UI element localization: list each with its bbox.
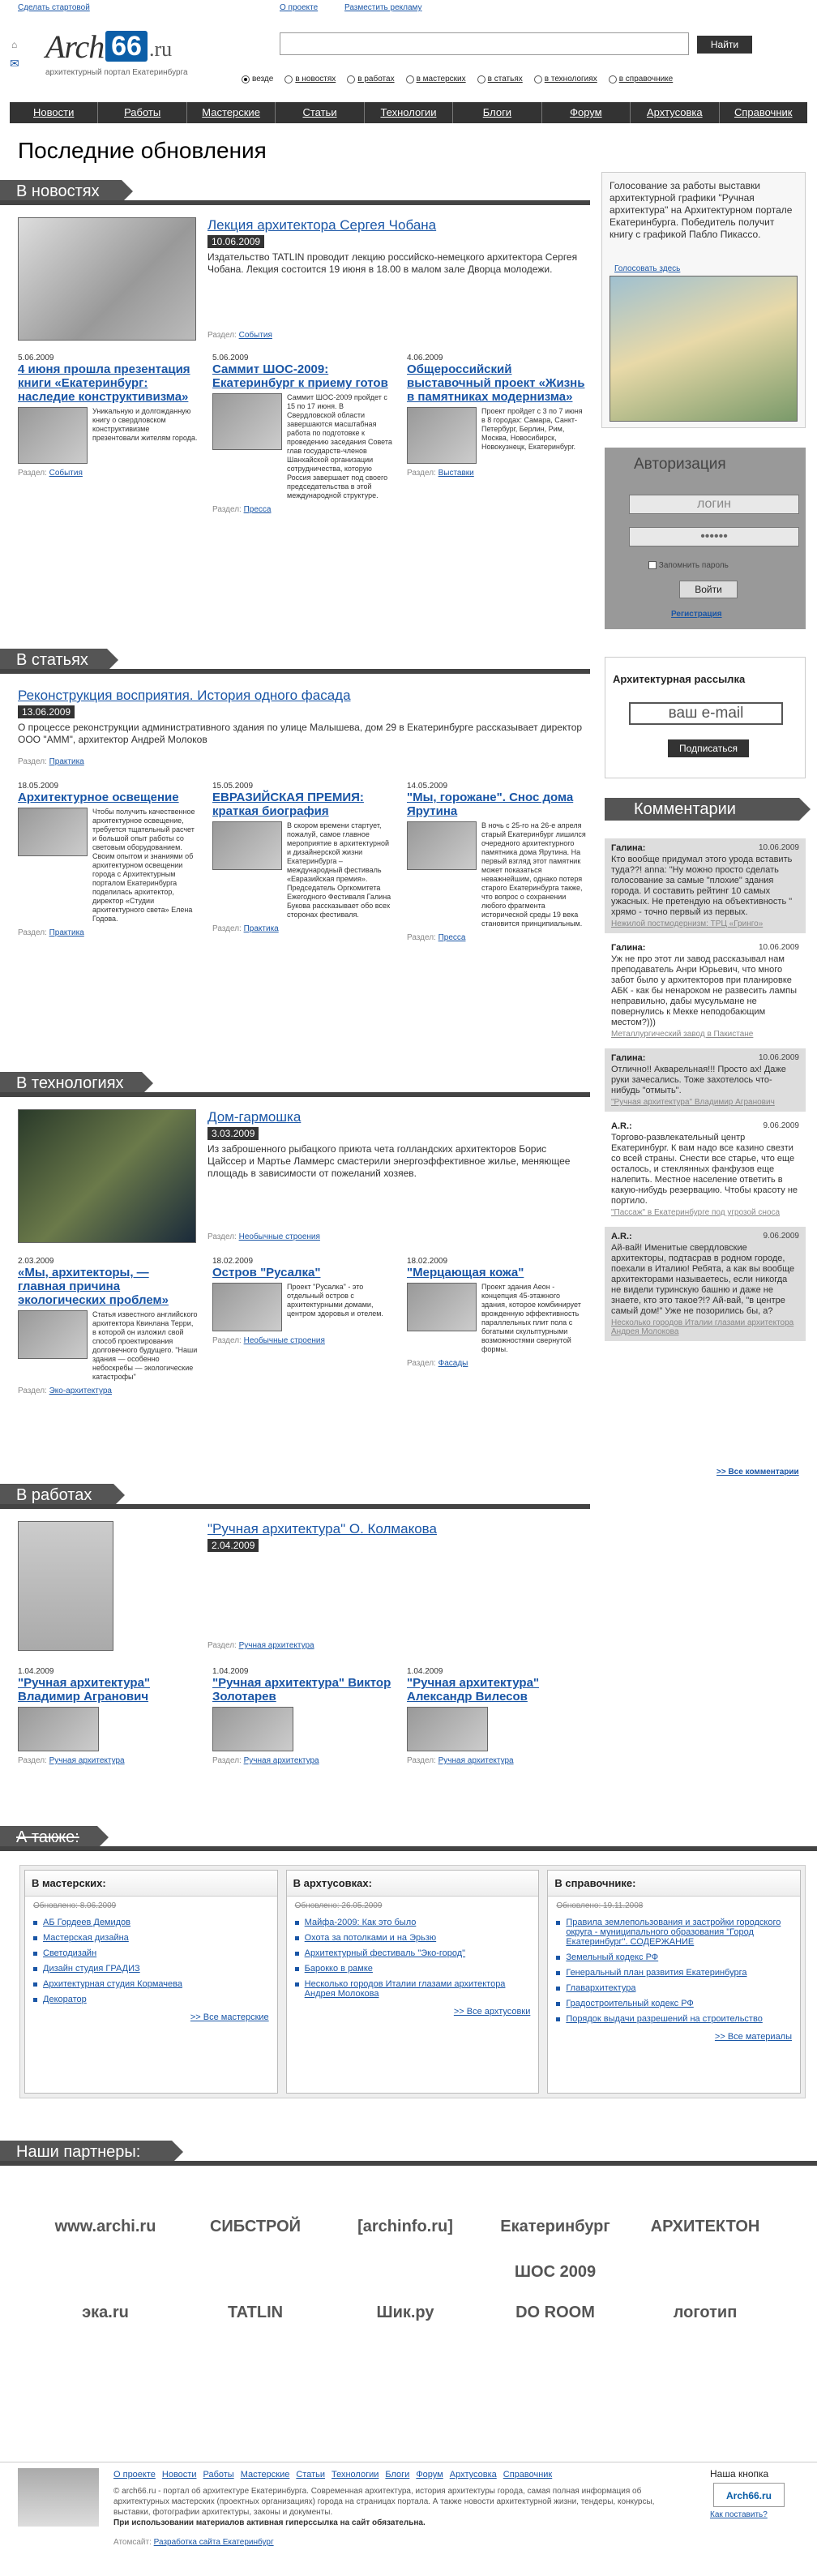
also-box-item[interactable]: Майфа-2009: Как это было <box>287 1915 539 1931</box>
tech-column <box>407 1257 587 1395</box>
radio-icon[interactable] <box>534 75 542 84</box>
section-head-articles: В статьях <box>0 649 107 671</box>
comment-source-link[interactable]: Несколько городов Италии глазами архитектора Андрея Молокова <box>611 1318 794 1336</box>
comment-author: Галина: <box>611 943 646 953</box>
comment-text: Торгово-развлекательный центр Екатеринбург. К вам надо все казино свезти со всей страны. Снести все старье, что еще осталось, и стеклянных фанфузов еще налепить. Местное население ответить в какую-нибудь резервацию. Чтобы красоту не портило. <box>611 1133 798 1206</box>
search-scope <box>242 75 809 84</box>
works-main-date: 2.04.2009 <box>207 1539 259 1552</box>
partner-logo[interactable]: www.archi.ru <box>54 2218 156 2235</box>
comment-date: 10.06.2009 <box>758 943 799 952</box>
column-title[interactable]: "Ручная архитектура" Владимир Агранович <box>18 1676 151 1704</box>
column-text: В ночь с 25-го на 26-е апреля старый Екатеринбург лишился очередного архитектурного памятника дома Ярутина. На первый взгляд этот памятник может показаться неважнейшим, однако потеря старого Екатеринбурга также, что вопрос о сохранении любого фрагмента исторической среды 19 века становится принципиальным. <box>481 821 586 928</box>
also-box-item[interactable]: АБ Гордеев Демидов <box>25 1915 277 1931</box>
our-button-logo[interactable]: Arch66.ru <box>713 2483 785 2507</box>
nav-item[interactable]: Работы <box>98 102 186 123</box>
footer-link[interactable]: Статьи <box>296 2470 325 2480</box>
column-image[interactable] <box>18 808 88 856</box>
column-rubric: Раздел: Практика <box>18 928 84 937</box>
nav-item[interactable]: Архтусовка <box>631 102 719 123</box>
column-title[interactable]: 4 июня прошла презентация книги «Екатеринбург: наследие конструктивизма» <box>18 362 190 404</box>
footer-notice: При использовании материалов активная гиперссылка на сайт обязательна. <box>113 2518 426 2527</box>
column-date: 15.05.2009 <box>212 782 254 791</box>
articles-main-title[interactable]: Реконструкция восприятия. История одного фасада <box>18 688 351 703</box>
column-rubric: Раздел: Выставки <box>407 469 474 478</box>
radio-icon[interactable] <box>609 75 617 84</box>
column-text: Проект пройдет с 3 по 7 июня в 8 городах: Самара, Санкт-Петербург, Берлин, Рим, Москва, Новосибирск, Новокузнецк, Екатеринбург. <box>481 407 583 451</box>
articles-main-date: 13.06.2009 <box>18 705 75 718</box>
comment-item <box>605 838 806 933</box>
also-box-item[interactable]: Декоратор <box>25 1992 277 2008</box>
column-title[interactable]: Остров "Русалка" <box>212 1266 321 1279</box>
works-column <box>18 1667 198 1765</box>
mailing-email-input[interactable]: ваш e-mail <box>629 702 783 725</box>
column-date: 14.05.2009 <box>407 782 448 791</box>
column-date: 5.06.2009 <box>18 354 54 362</box>
comment-text: Ай-вай! Именитые свердловские архитекторы, подтасрав в родном городе, поехали в Италию! Ребята, а как вы вообще архитекторами называетесь, если никогда не видели туринскую башню и даже не знаете, кто это такое?!? Ай-вай, "в центре самый дом!" Уже не позорились бы, а? <box>611 1243 795 1316</box>
comment-source-link[interactable]: Металлургический завод в Пакистане <box>611 1030 754 1039</box>
tech-main-text: Из заброшенного рыбацкого приюта чета голландских архитекторов Борис Цайссер и Мартье Ламмерс смастерили энергоэффективное жилье, меняющее площадь в зависимости от пожеланий хозяев. <box>207 1143 571 1179</box>
footer-link[interactable]: Работы <box>203 2470 234 2480</box>
footer-logo[interactable] <box>18 2468 99 2527</box>
comment-author: A.R.: <box>611 1121 632 1131</box>
column-rubric: Раздел: Эко-архитектура <box>18 1387 112 1395</box>
column-rubric: Раздел: Пресса <box>212 505 272 514</box>
partner-logo[interactable]: DO ROOM <box>515 2304 595 2321</box>
partner-logo[interactable]: логотип <box>673 2304 738 2321</box>
all-comments-link[interactable]: >> Все комментарии <box>716 1468 799 1477</box>
column-image[interactable] <box>407 1707 488 1751</box>
register-link[interactable]: Регистрация <box>671 610 722 619</box>
radio-icon[interactable] <box>477 75 485 84</box>
also-box-updated: Обновлено: 8.06.2009 <box>33 1901 117 1910</box>
login-input[interactable]: логин <box>629 495 799 514</box>
nav-item[interactable]: Справочник <box>734 106 793 118</box>
column-title[interactable]: Архитектурное освещение <box>18 791 179 804</box>
column-rubric: Раздел: Ручная архитектура <box>18 1756 125 1765</box>
column-date: 18.02.2009 <box>407 1257 448 1266</box>
mailing-title: Архитектурная рассылка <box>613 673 746 685</box>
works-column <box>407 1667 587 1765</box>
logo-word: Arch <box>45 28 105 65</box>
news-main-date: 10.06.2009 <box>207 235 264 248</box>
section-line <box>0 1846 817 1851</box>
remember-checkbox[interactable] <box>648 561 657 569</box>
partner-logo[interactable]: Шик.ру <box>376 2304 434 2321</box>
partner-logo[interactable]: АРХИТЕКТОН <box>650 2218 760 2235</box>
section-line <box>0 1092 590 1097</box>
column-text: Проект здания Аеон - концепция 45-этажного здания, которое комбинирует врожденную эффективность параллельных плит пола с богатыми скульптурными возможностями свернутой формы. <box>481 1283 581 1353</box>
column-date: 18.05.2009 <box>18 782 59 791</box>
section-head-tech: В технологиях <box>0 1072 142 1095</box>
column-text: Чтобы получить качественное архитектурное освещение, требуется тщательный расчет и большой опыт работы со световым оборудованием. Своим опытом и знаниями об архитектурном освещении города с Архитектурным порталом Екатеринбурга поделилась архитектор, директор «Студии архитектурного света» Елена Годова. <box>92 808 195 923</box>
also-box <box>547 1870 801 2094</box>
column-image[interactable] <box>407 821 477 870</box>
news-main-rubric-link[interactable]: События <box>238 331 272 340</box>
nav-item[interactable]: Новости <box>10 102 98 123</box>
column-rubric: Раздел: Необычные строения <box>212 1336 325 1345</box>
site-logo[interactable] <box>10 24 204 81</box>
comment-date: 9.06.2009 <box>763 1121 799 1130</box>
comment-item <box>605 1117 806 1222</box>
also-box-item[interactable]: Архитектурная студия Кормачева <box>25 1977 277 1992</box>
nav-item[interactable]: Мастерские <box>187 102 276 123</box>
also-box-item[interactable]: Правила землепользования и застройки городского округа - муниципального образования "Город Екатеринбург". СОДЕРЖАНИЕ <box>548 1915 800 1950</box>
column-date: 1.04.2009 <box>18 1667 54 1676</box>
footer-link[interactable]: О проекте <box>113 2470 156 2480</box>
about-link[interactable]: О проекте <box>280 3 319 12</box>
nav-item[interactable]: Статьи <box>276 102 364 123</box>
password-input[interactable]: •••••• <box>629 527 799 546</box>
column-title[interactable]: "Ручная архитектура" Александр Вилесов <box>407 1676 540 1704</box>
partner-logo[interactable]: эка.ru <box>82 2304 129 2321</box>
news-column <box>212 354 392 514</box>
column-title[interactable]: «Мы, архитекторы, — главная причина экологических проблем» <box>18 1266 169 1307</box>
also-box-item[interactable]: Несколько городов Италии глазами архитектора Андрея Молокова <box>287 1977 539 2002</box>
footer-nav <box>113 2470 558 2480</box>
search-scope-option[interactable]: в технологиях <box>534 75 597 84</box>
search-button[interactable]: Найти <box>697 36 752 54</box>
radio-icon[interactable] <box>347 75 355 84</box>
nav-item[interactable]: Технологии <box>365 102 453 123</box>
also-box-item[interactable]: Земельный кодекс РФ <box>548 1950 800 1965</box>
home-icon[interactable]: ⌂ <box>11 39 18 50</box>
section-line <box>0 2161 817 2166</box>
column-rubric: Раздел: Практика <box>212 924 279 933</box>
also-box-item[interactable]: Порядок выдачи разрешений на строительство <box>548 2012 800 2027</box>
tech-main-image[interactable] <box>18 1109 196 1243</box>
section-head-works: В работах <box>0 1484 113 1507</box>
partner-logo[interactable]: TATLIN <box>227 2304 284 2321</box>
search-scope-option[interactable]: в работах <box>347 75 394 84</box>
column-text: Уникальную и долгожданную книгу о свердловском конструктивизме презентовали жителям города. <box>92 407 198 442</box>
our-button-title: Наша кнопка <box>710 2468 769 2480</box>
nav-item[interactable]: Блоги <box>453 102 541 123</box>
page-title: Последние обновления <box>18 138 267 163</box>
nav-item[interactable]: Форум <box>542 102 631 123</box>
search-scope-option[interactable]: в статьях <box>477 75 523 84</box>
logo-number: 66 <box>105 31 148 62</box>
column-title[interactable]: Общероссийский выставочный проект «Жизнь в памятниках модернизма» <box>407 362 585 404</box>
footer-link[interactable]: Блоги <box>385 2470 410 2480</box>
our-button-get[interactable]: Как поставить? <box>710 2510 768 2519</box>
also-box-more[interactable]: >> Все материалы <box>714 2032 793 2042</box>
news-main-image[interactable] <box>18 217 196 341</box>
comment-item <box>605 1048 806 1112</box>
news-main-text: Издательство TATLIN проводит лекцию российско-немецкого архитектора Сергея Чобана. Лекция состоится 19 июня в 18.00 в малом зале Дворца молодежи. <box>207 251 578 275</box>
column-date: 5.06.2009 <box>212 354 249 362</box>
also-box-updated: Обновлено: 19.11.2008 <box>556 1901 644 1910</box>
comments-head: Комментарии <box>605 798 799 821</box>
column-text: В скором времени стартует, пожалуй, самое главное мероприятие в архитектурной и дизайнерской жизни Екатеринбурга – международный фестиваль «Евразийская премия». Председатель Оргкомитета Ежегодного Фестиваля Галина Букова рассказывает обо всех сторонах фестиваля. <box>287 821 391 919</box>
radio-icon[interactable] <box>284 75 293 84</box>
also-box-title: В мастерских: <box>25 1871 277 1897</box>
logo-tagline: архитектурный портал Екатеринбурга <box>45 68 188 77</box>
also-box-more[interactable]: >> Все архтусовки <box>453 2007 531 2017</box>
comment-text: Уж не про этот ли завод рассказывал нам преподаватель Анри Юрьевич, что много забот было у архитекторов при планировке АБК - как бы ненароком не развесить лампы неправильно, дабы мусульмане не повернулись к Мекке неподобающим местом?))) <box>611 954 798 1027</box>
articles-column <box>407 782 587 942</box>
comment-date: 10.06.2009 <box>758 1053 799 1062</box>
comment-source-link[interactable]: "Пассаж" в Екатеринбурге под угрозой сноса <box>611 1208 781 1217</box>
column-image[interactable] <box>212 821 282 870</box>
section-line <box>0 669 590 674</box>
also-box-more[interactable]: >> Все мастерские <box>190 2012 269 2022</box>
also-box <box>24 1870 278 2094</box>
main-nav <box>10 102 807 123</box>
works-main-image[interactable] <box>18 1521 113 1651</box>
column-rubric: Раздел: Ручная архитектура <box>212 1756 319 1765</box>
mail-icon[interactable]: ✉ <box>10 57 19 70</box>
news-column <box>407 354 587 514</box>
column-rubric: Раздел: События <box>18 469 83 478</box>
partner-logo[interactable]: [archinfo.ru] <box>357 2218 453 2235</box>
column-image[interactable] <box>18 407 88 464</box>
also-box-title: В справочнике: <box>548 1871 800 1897</box>
partner-logo[interactable]: Екатеринбург ШОС 2009 <box>500 2218 610 2281</box>
comment-item <box>605 938 806 1044</box>
column-date: 18.02.2009 <box>212 1257 254 1266</box>
column-image[interactable] <box>212 393 282 450</box>
comment-author: A.R.: <box>611 1232 632 1241</box>
column-text: Статья известного английского архитектора Квинлана Терри, в которой он изложил свой способ проектирования долговечного будущего. "Наши здания — особенно небоскребы — экологические катастрофы" <box>92 1310 198 1381</box>
articles-column <box>212 782 392 942</box>
column-title[interactable]: Саммит ШОС-2009: Екатеринбург к приему готов <box>212 362 388 390</box>
column-image[interactable] <box>407 407 477 464</box>
column-image[interactable] <box>212 1283 282 1331</box>
footer-link[interactable]: Мастерские <box>240 2470 290 2480</box>
also-box-item[interactable]: Охота за потолками и на Эрьзю <box>287 1931 539 1946</box>
search-scope-option[interactable]: в мастерских <box>406 75 466 84</box>
tech-main-title[interactable]: Дом-гармошка <box>207 1109 302 1125</box>
section-head-also: А также: <box>0 1826 97 1849</box>
radio-icon[interactable] <box>406 75 414 84</box>
column-date: 2.03.2009 <box>18 1257 54 1266</box>
also-box-item[interactable]: Светодизайн <box>25 1946 277 1961</box>
also-box <box>286 1870 540 2094</box>
articles-main-text: О процессе реконструкции административного здания по улице Малышева, дом 29 в Екатеринбурге рассказывает директор ООО "АММ", архитектор Андрей Молоков <box>18 722 583 745</box>
comment-source-link[interactable]: Нежилой постмодернизм: ТРЦ «Гринго» <box>611 919 764 928</box>
column-image[interactable] <box>212 1707 293 1751</box>
footer-made: Атомсайт: Разработка сайта Екатеринбург <box>113 2538 274 2547</box>
column-title[interactable]: "Ручная архитектура" Виктор Золотарев <box>212 1676 391 1704</box>
articles-column <box>18 782 198 942</box>
tech-column <box>212 1257 392 1395</box>
also-box-item[interactable]: Главархитектура <box>548 1981 800 1996</box>
tech-column <box>18 1257 198 1395</box>
also-box-item[interactable]: Архитектурный фестиваль "Эко-город" <box>287 1946 539 1961</box>
footer-link[interactable]: Архтусовка <box>449 2470 497 2480</box>
logo-domain: .ru <box>149 37 173 61</box>
news-main-title[interactable]: Лекция архитектора Сергея Чобана <box>207 217 437 233</box>
column-rubric: Раздел: Пресса <box>407 933 466 942</box>
column-image[interactable] <box>18 1707 99 1751</box>
comment-text: Отлично!! Акварельная!!! Просто ах! Даже руки зачесались. Тоже захотелось что-нибудь "отмыть". <box>611 1065 786 1095</box>
column-date: 1.04.2009 <box>407 1667 443 1676</box>
also-box-item[interactable]: Градостроительный кодекс РФ <box>548 1996 800 2012</box>
footer-link[interactable]: Форум <box>416 2470 443 2480</box>
remember-row[interactable]: Запомнить пароль <box>648 561 729 570</box>
also-box-item[interactable]: Мастерская дизайна <box>25 1931 277 1946</box>
search-input[interactable] <box>280 32 689 55</box>
column-text: Проект "Русалка" - это отдельный остров с архитектурными домами, центром здоровья и отелем. <box>287 1283 383 1318</box>
search-scope-option[interactable]: в справочнике <box>609 75 674 84</box>
news-main-rubric: Раздел: События <box>207 331 272 340</box>
ads-link[interactable]: Разместить рекламу <box>344 3 422 12</box>
also-box-item[interactable]: Генеральный план развития Екатеринбурга <box>548 1965 800 1981</box>
search-scope-option[interactable]: в новостях <box>284 75 336 84</box>
section-head-partners: Наши партнеры: <box>0 2141 172 2163</box>
comment-date: 9.06.2009 <box>763 1232 799 1241</box>
column-date: 1.04.2009 <box>212 1667 249 1676</box>
auth-title: Авторизация <box>634 456 726 473</box>
also-box-item[interactable]: Барокко в рамке <box>287 1961 539 1977</box>
also-box-item[interactable]: Дизайн студия ГРАДИЗ <box>25 1961 277 1977</box>
make-home-link[interactable]: Сделать стартовой <box>18 3 90 12</box>
footer-link[interactable]: Справочник <box>503 2470 553 2480</box>
works-main-rubric: Раздел: Ручная архитектура <box>207 1641 314 1650</box>
column-title[interactable]: "Мерцающая кожа" <box>407 1266 524 1279</box>
tech-main-date: 3.03.2009 <box>207 1127 259 1140</box>
vote-link[interactable]: Голосовать здесь <box>614 264 681 273</box>
articles-main-rubric: Раздел: Практика <box>18 757 84 766</box>
footer-copyright: © arch66.ru - портал об архитектуре Екатеринбурга. Современная архитектура, история архитектуры города, самая полная информация об архитектурных мастерских (проектных организациях) города на страницах портала. А также новости архитектурной жизни, тендеры, конкурсы, выставки, фотографии архитектуры, законы и документы. <box>113 2487 655 2517</box>
news-column <box>18 354 198 514</box>
column-rubric: Раздел: Ручная архитектура <box>407 1756 514 1765</box>
also-box-title: В архтусовках: <box>287 1871 539 1897</box>
comment-source-link[interactable]: "Ручная архитектура" Владимир Агранович <box>611 1098 775 1107</box>
mailing-subscribe-button[interactable]: Подписаться <box>668 739 749 757</box>
also-box-updated: Обновлено: 26.05.2009 <box>294 1901 383 1910</box>
column-image[interactable] <box>407 1283 477 1331</box>
comment-author: Галина: <box>611 1053 646 1063</box>
login-button[interactable]: Войти <box>679 581 738 598</box>
column-rubric: Раздел: Фасады <box>407 1359 468 1368</box>
vote-text: Голосование за работы выставки архитектурной графики "Ручная архитектура" на Архитектурном портале Екатеринбурга. Победитель получит книгу с графикой Пабло Пикассо. <box>610 180 793 240</box>
comment-text: Кто вообще придумал этого урода вставить туда??! anna: "Ну можно просто сделать голосование за самые "плохие" здания города. И составить рейтинг 10 самых ужасных. Не претендую на объективность " хрямо - точно первый из первых. <box>611 855 793 917</box>
search-scope-option[interactable]: везде <box>242 75 273 84</box>
radio-icon[interactable] <box>242 75 250 84</box>
works-column <box>212 1667 392 1765</box>
section-line <box>0 1504 590 1509</box>
tech-main-rubric: Раздел: Необычные строения <box>207 1232 320 1241</box>
comment-item <box>605 1227 806 1341</box>
column-image[interactable] <box>18 1310 88 1359</box>
footer-link[interactable]: Новости <box>161 2470 197 2480</box>
comment-date: 10.06.2009 <box>758 843 799 852</box>
partner-logo[interactable]: СИБСТРОЙ <box>209 2218 302 2235</box>
section-head-news: В новостях <box>0 180 122 203</box>
vote-image[interactable] <box>610 276 798 422</box>
works-main-title[interactable]: "Ручная архитектура" О. Колмакова <box>207 1521 437 1537</box>
section-line <box>0 200 590 205</box>
footer-link[interactable]: Технологии <box>332 2470 379 2480</box>
column-date: 4.06.2009 <box>407 354 443 362</box>
column-title[interactable]: "Мы, горожане". Снос дома Ярутина <box>407 791 574 818</box>
column-title[interactable]: ЕВРАЗИЙСКАЯ ПРЕМИЯ: краткая биография <box>212 791 364 818</box>
column-text: Саммит ШОС-2009 пройдет с 15 по 17 июня. В Свердловской области завершаются масштабная работа по подготовке к проведению заседания Совета глав государств-членов Шанхайской организации сотрудничества, которую Россия завершает под своего председательства в этой международной структуре. <box>287 393 392 499</box>
comment-author: Галина: <box>611 843 646 853</box>
